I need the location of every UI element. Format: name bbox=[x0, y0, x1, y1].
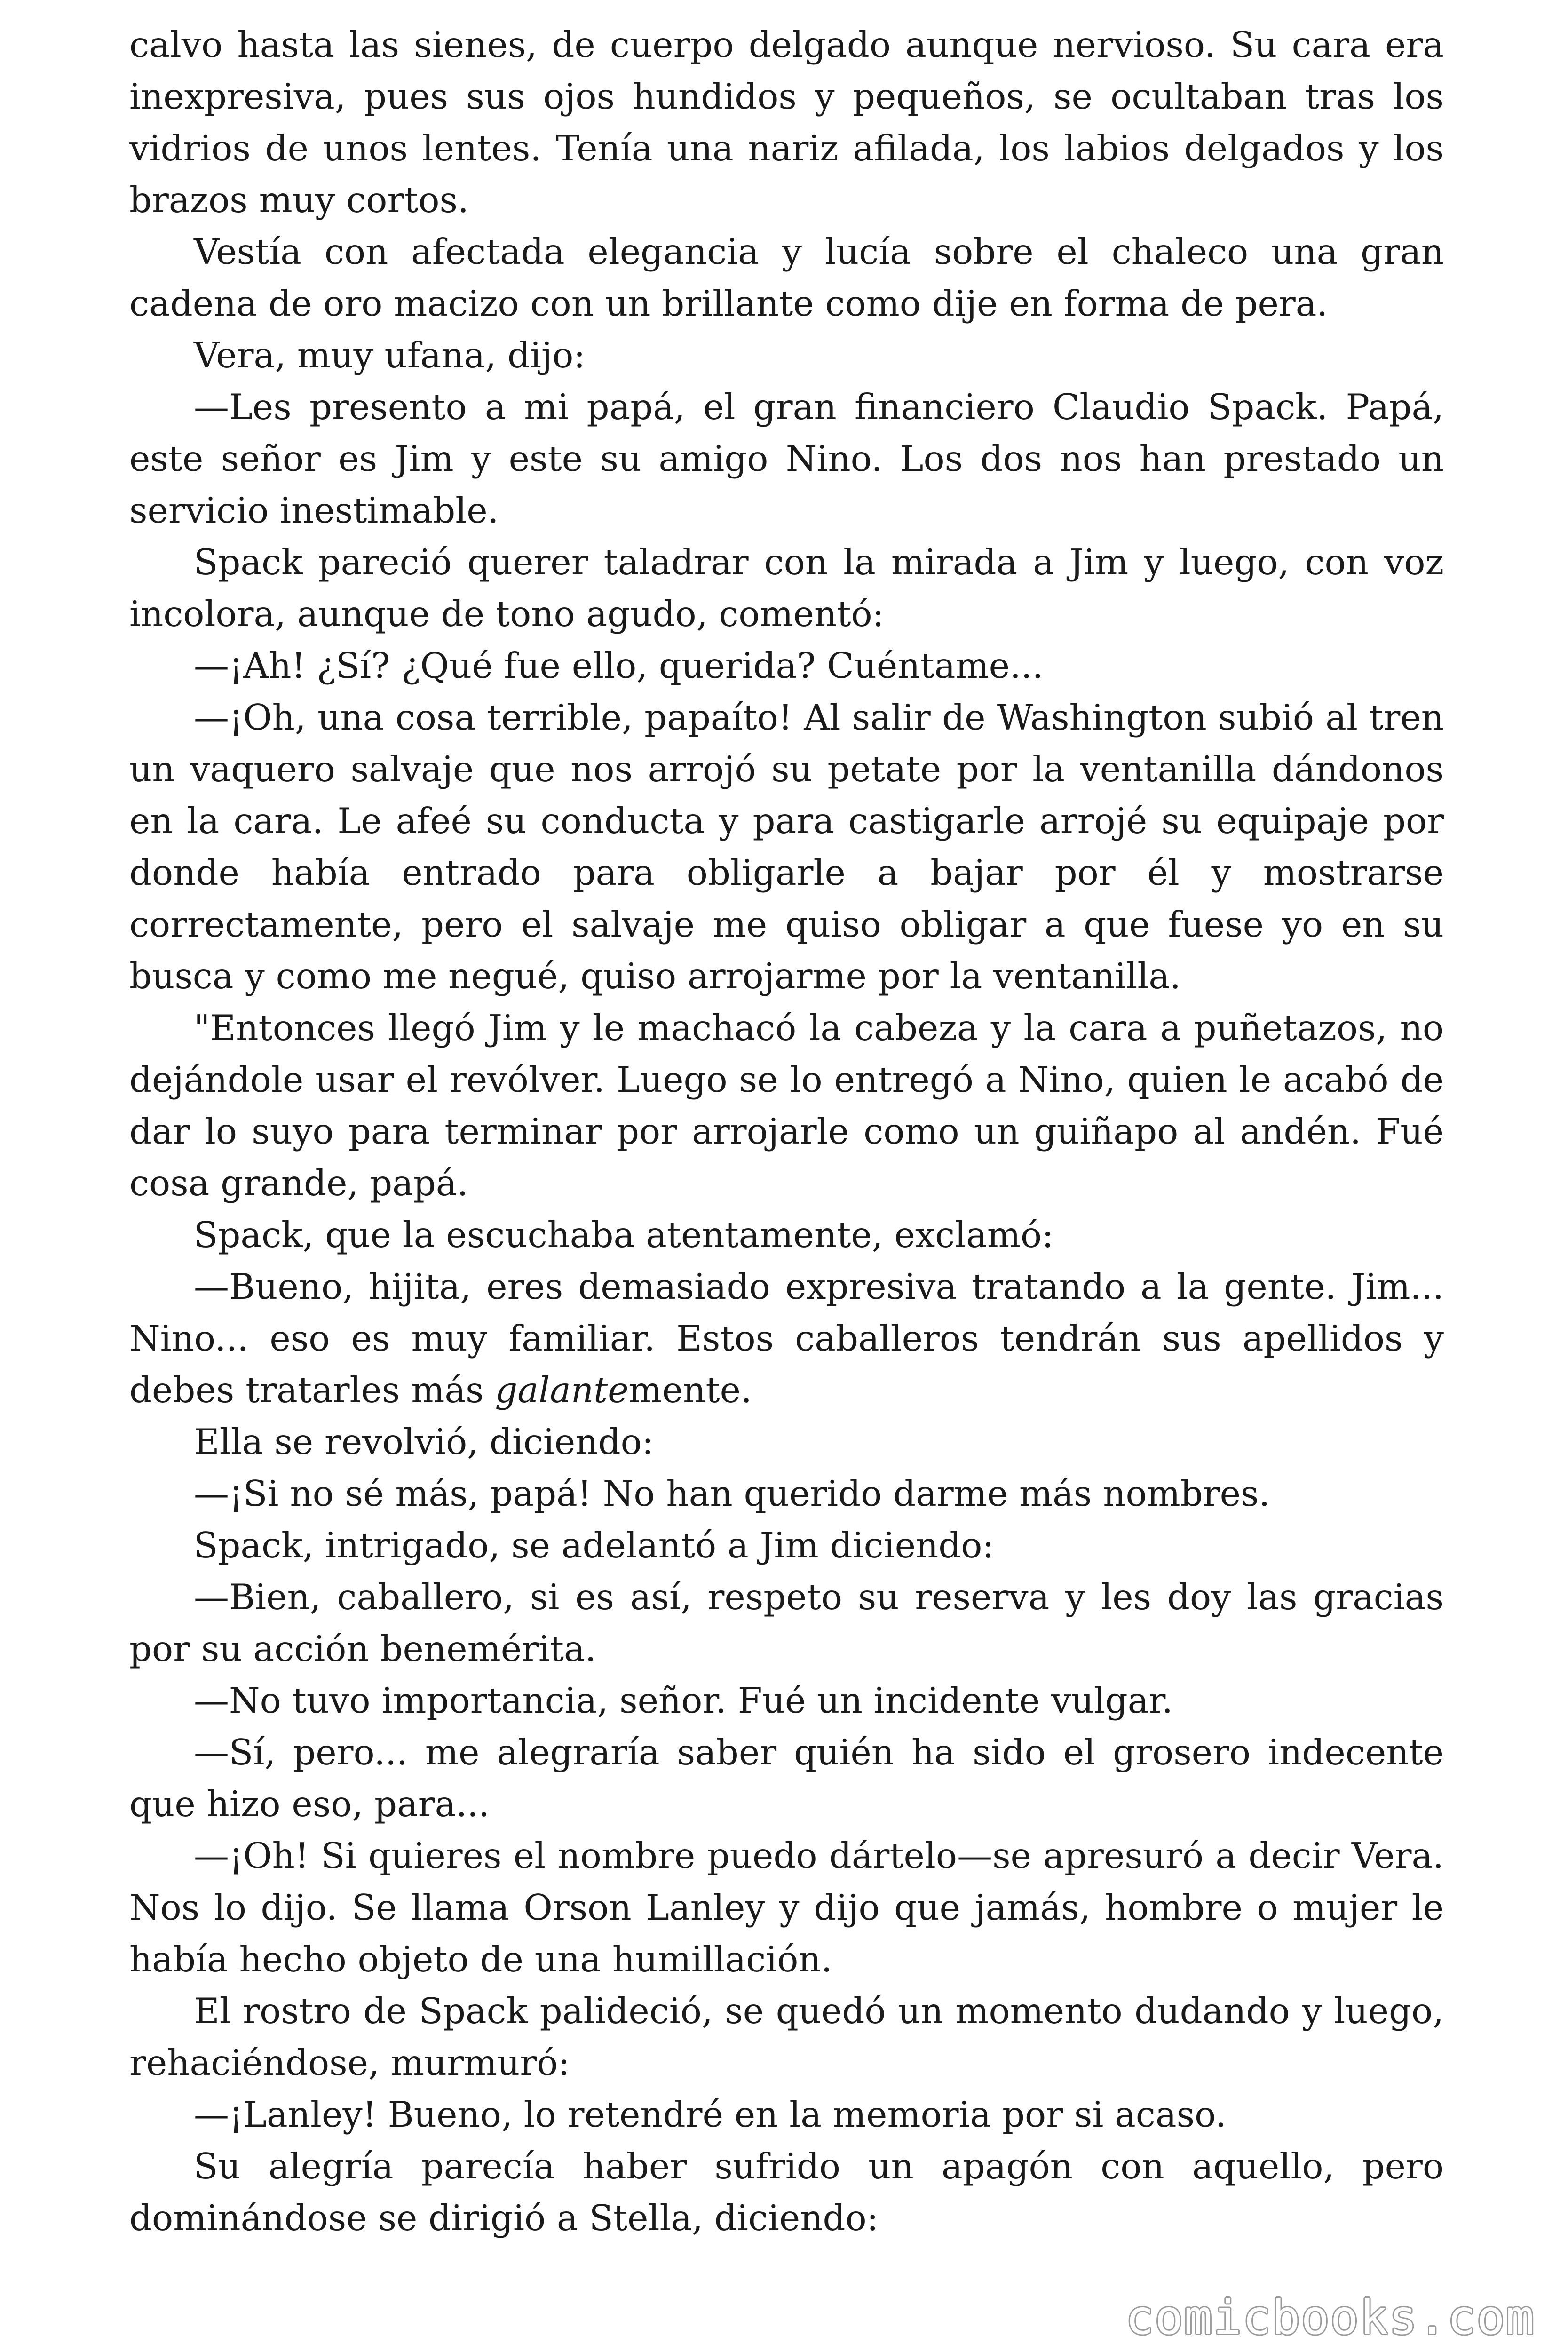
paragraph: —¡Oh, una cosa terrible, papaíto! Al salir de Washington subió al tren un vaquero salvaje que nos arrojó su petate por la ventanilla dándonos en la cara. Le afeé su conducta y para castigarle arrojé su equipaje por donde había entrado para obligarle a bajar por él y mostrarse correctamente, pero el salvaje me quiso obligar a que fuese yo en su busca y como me negué, quiso arrojarme por la ventanilla. bbox=[129, 697, 1444, 997]
paragraph: —Les presento a mi papá, el gran financiero Claudio Spack. Papá, este señor es Jim y este su amigo Nino. Los dos nos han prestado un servicio inestimable. bbox=[129, 386, 1444, 531]
paragraph: —Bien, caballero, si es así, respeto su reserva y les doy las gracias por su acción benemérita. bbox=[129, 1576, 1444, 1669]
paragraph: —¡Oh! Si quieres el nombre puedo dártelo—se apresuró a decir Vera. Nos lo dijo. Se llama Orson Lanley y dijo que jamás, hombre o mujer le había hecho objeto de una humillación. bbox=[129, 1835, 1444, 1980]
paragraph: El rostro de Spack palideció, se quedó un momento dudando y luego, rehaciéndose, murmuró: bbox=[129, 1990, 1444, 2083]
paragraph bbox=[129, 1261, 1444, 1416]
paragraph: —¡Si no sé más, papá! No han querido darme más nombres. bbox=[194, 1473, 1270, 1514]
paragraph: calvo hasta las sienes, de cuerpo delgado aunque nervioso. Su cara era inexpresiva, pues sus ojos hundidos y pequeños, se ocultaban tras los vidrios de unos lentes. Tenía una nariz afilada, los labios delgados y los brazos muy cortos. bbox=[129, 24, 1444, 221]
paragraph-text: mente. bbox=[628, 1369, 752, 1411]
paragraph: Vera, muy ufana, dijo: bbox=[194, 334, 586, 376]
paragraph: Spack, intrigado, se adelantó a Jim diciendo: bbox=[194, 1525, 994, 1566]
paragraph: Ella se revolvió, diciendo: bbox=[194, 1421, 654, 1462]
paragraph-text: —Bueno, hijita, eres demasiado expresiva tratando a la gente. Jim... Nino... eso es muy familiar. Estos caballeros tendrán sus apellidos y debes tratarles más bbox=[129, 1266, 1444, 1411]
paragraph: Spack, que la escuchaba atentamente, exclamó: bbox=[194, 1214, 1054, 1255]
paragraph: Spack pareció querer taladrar con la mirada a Jim y luego, con voz incolora, aunque de tono agudo, comentó: bbox=[129, 541, 1444, 635]
paragraph: Su alegría parecía haber sufrido un apagón con aquello, pero dominándose se dirigió a Stella, diciendo: bbox=[129, 2145, 1444, 2239]
watermark: comicbooks.com bbox=[1125, 2290, 1535, 2345]
page-text bbox=[129, 19, 1444, 2244]
paragraph: —¡Lanley! Bueno, lo retendré en la memoria por si acaso. bbox=[194, 2094, 1227, 2135]
paragraph: —Sí, pero... me alegraría saber quién ha sido el grosero indecente que hizo eso, para... bbox=[129, 1732, 1444, 1825]
paragraph: Vestía con afectada elegancia y lucía sobre el chaleco una gran cadena de oro macizo con un brillante como dije en forma de pera. bbox=[129, 231, 1444, 324]
paragraph: —¡Ah! ¿Sí? ¿Qué fue ello, querida? Cuéntame... bbox=[194, 645, 1044, 686]
italic-word: galante bbox=[495, 1369, 629, 1411]
paragraph: "Entonces llegó Jim y le machacó la cabeza y la cara a puñetazos, no dejándole usar el revólver. Luego se lo entregó a Nino, quien le acabó de dar lo suyo para terminar por arrojarle como un guiñapo al andén. Fué cosa grande, papá. bbox=[129, 1007, 1444, 1204]
paragraph: —No tuvo importancia, señor. Fué un incidente vulgar. bbox=[194, 1680, 1173, 1721]
